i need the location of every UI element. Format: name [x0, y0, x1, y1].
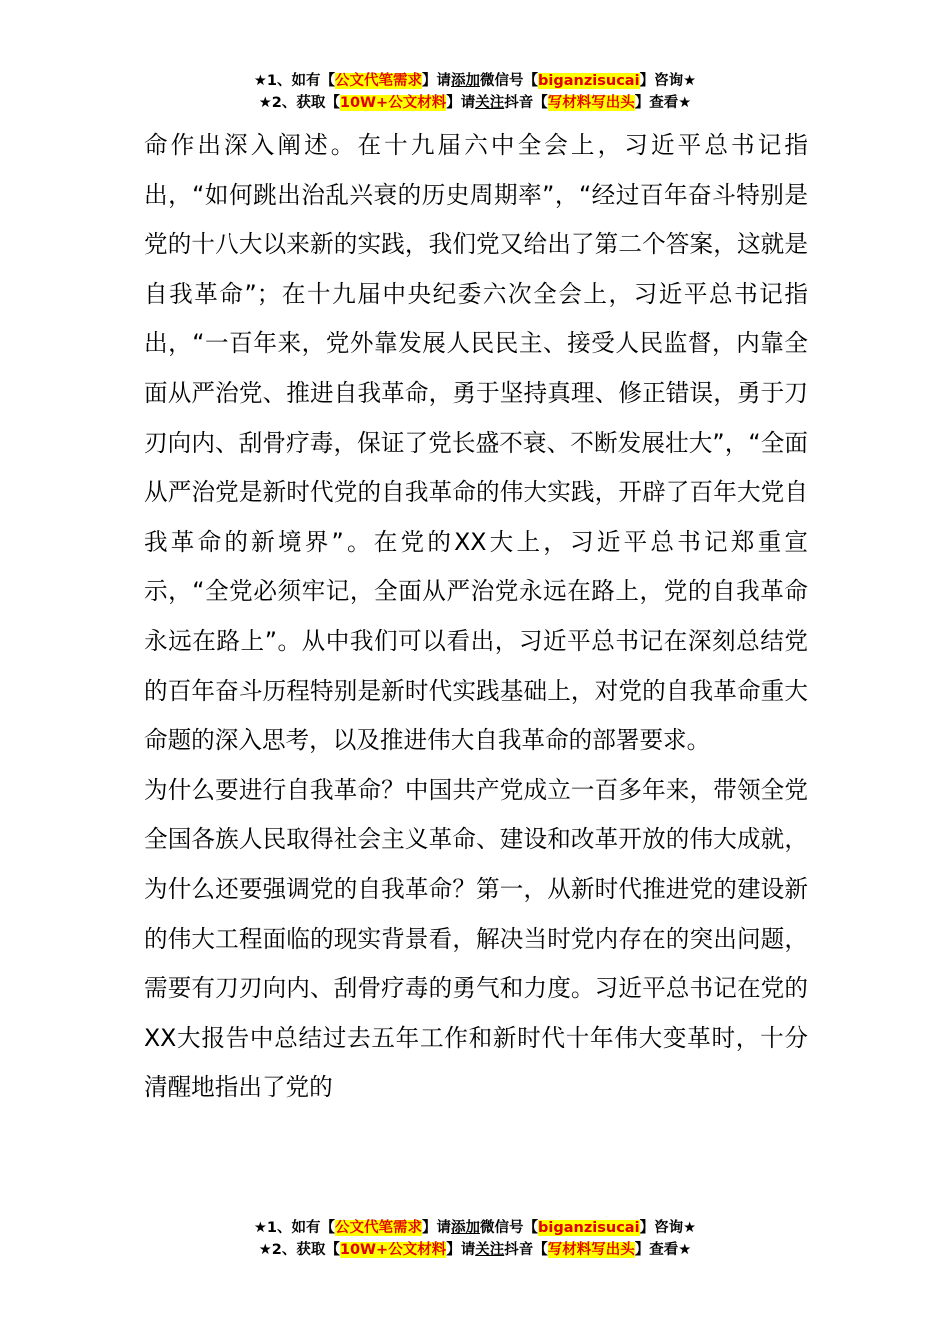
- promo-line-2: ★2、获取【10W+公文材料】请关注抖音【写材料写出头】查看★: [258, 95, 692, 111]
- header-promo-banner: [0, 70, 950, 114]
- footer-promo-banner: [0, 1217, 950, 1261]
- paragraph-2: 为什么要进行自我革命？中国共产党成立一百多年来，带领全党全国各族人民取得社会主义革命、建设和改革开放的伟大成就，为什么还要强调党的自我革命？第一，从新时代推进党的建设新的伟大工程面临的现实背景看，解决当时党内存在的突出问题，需要有刀刃向内、刮骨疗毒的勇气和力度。习近平总书记在党的XX大报告中总结过去五年工作和新时代十年伟大变革时，十分清醒地指出了党的: [144, 775, 808, 1102]
- promo-line-1: ★1、如有【公文代笔需求】请添加微信号【biganzisucai】咨询★: [253, 1220, 697, 1236]
- promo-line-1: ★1、如有【公文代笔需求】请添加微信号【biganzisucai】咨询★: [253, 73, 697, 89]
- promo-line-2: ★2、获取【10W+公文材料】请关注抖音【写材料写出头】查看★: [258, 1242, 692, 1258]
- douyin-account: 写材料写出头: [547, 1242, 635, 1258]
- paragraph-1: 命作出深入阐述。在十九届六中全会上，习近平总书记指出，“如何跳出治乱兴衰的历史周期率”，“经过百年奋斗特别是党的十八大以来新的实践，我们党又给出了第二个答案，这就是自我革命”；在十九届中央纪委六次全会上，习近平总书记指出，“一百年来，党外靠发展人民民主、接受人民监督，内靠全面从严治党、推进自我革命，勇于坚持真理、修正错误，勇于刀刃向内、刮骨疗毒，保证了党长盛不衰、不断发展壮大”，“全面从严治党是新时代党的自我革命的伟大实践，开辟了百年大党自我革命的新境界”。在党的XX大上，习近平总书记郑重宣示，“全党必须牢记，全面从严治党永远在路上，党的自我革命永远在路上”。从中我们可以看出，习近平总书记在深刻总结党的百年奋斗历程特别是新时代实践基础上，对党的自我革命重大命题的深入思考，以及推进伟大自我革命的部署要求。: [144, 131, 808, 755]
- wechat-id: biganzisucai: [538, 73, 640, 89]
- document-body: [144, 121, 808, 1113]
- douyin-account: 写材料写出头: [547, 95, 635, 111]
- wechat-id: biganzisucai: [538, 1220, 640, 1236]
